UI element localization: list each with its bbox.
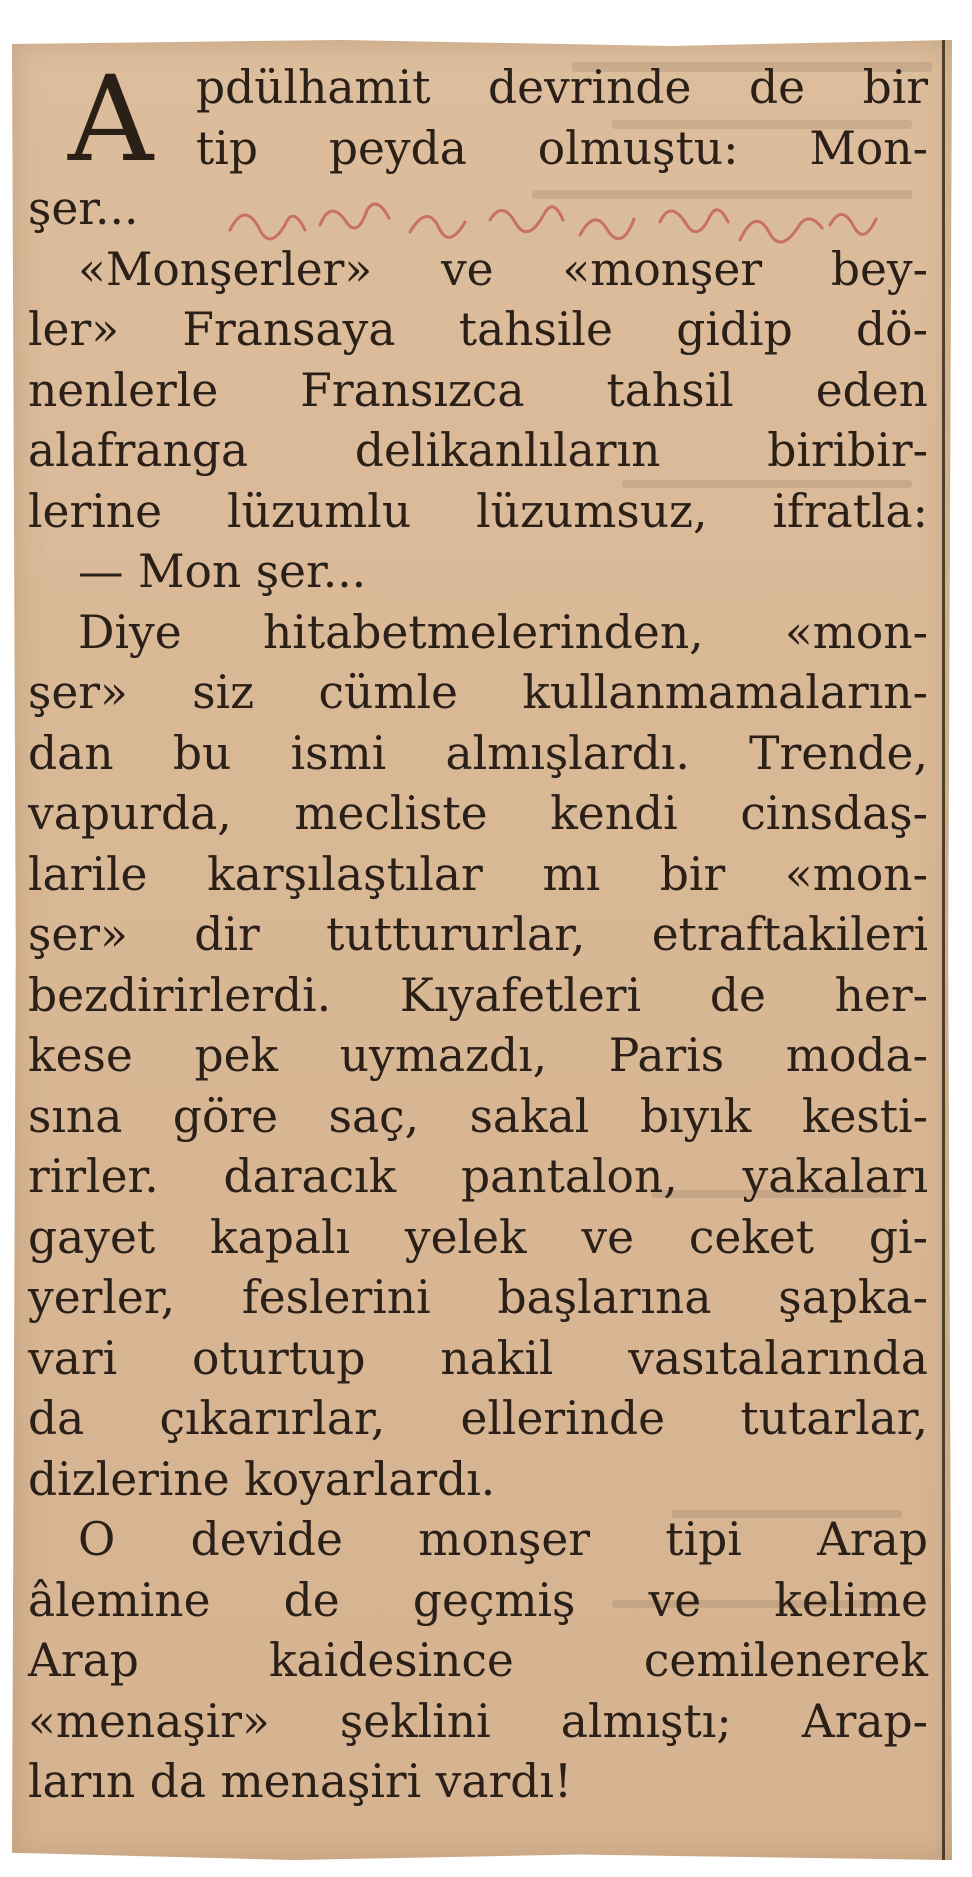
article-line: da çıkarırlar, ellerinde tutarlar, xyxy=(28,1392,928,1445)
article-line: kese pek uymazdı, Paris moda- xyxy=(28,1029,928,1082)
article-line: dizlerine koyarlardı. xyxy=(28,1452,496,1506)
article-line: larile karşılaştılar mı bir «mon- xyxy=(28,847,928,901)
article-line: Arap kaidesince cemilenerek xyxy=(28,1634,928,1687)
article-line: nenlerle Fransızca tahsil eden xyxy=(28,363,928,417)
article-line: yerler, feslerini başlarına şapka- xyxy=(28,1271,928,1324)
article-line: lerine lüzumlu lüzumsuz, ifratla: xyxy=(28,484,928,538)
article-line: şer... xyxy=(28,182,139,235)
drop-cap: A xyxy=(68,50,154,188)
article-line: — Mon şer... xyxy=(78,545,367,598)
article-line: vari oturtup nakil vasıtalarında xyxy=(28,1331,928,1385)
article-line: vapurda, mecliste kendi cinsdaş- xyxy=(28,787,928,840)
column-rule xyxy=(942,40,945,1860)
article-body xyxy=(28,50,928,1813)
article-line: ler» Fransaya tahsile gidip dö- xyxy=(28,303,928,356)
article-line: bezdirirlerdi. Kıyafetleri de her- xyxy=(28,968,928,1022)
article-line: dan bu ismi almışlardı. Trende, xyxy=(28,726,928,780)
article-line: rirler. daracık pantalon, yakaları xyxy=(28,1150,928,1203)
article-line: şer» dir tuttururlar, etraftakileri xyxy=(28,908,928,961)
article-line: âlemine de geçmiş ve kelime xyxy=(28,1573,928,1627)
article-line: pdülhamit devrinde de bir xyxy=(196,61,928,114)
article-line: ların da menaşiri vardı! xyxy=(28,1755,573,1808)
article-line: sına göre saç, sakal bıyık kesti- xyxy=(28,1089,928,1143)
article-line: «menaşir» şeklini almıştı; Arap- xyxy=(28,1694,928,1748)
article-line: O devide monşer tipi Arap xyxy=(78,1513,928,1566)
article-line: alafranga delikanlıların biribir- xyxy=(28,424,928,477)
article-line: gayet kapalı yelek ve ceket gi- xyxy=(28,1210,928,1264)
article-line: tip peyda olmuştu: Mon- xyxy=(196,121,928,175)
article-line: Diye hitabetmelerinden, «mon- xyxy=(78,605,928,659)
article-line: «Monşerler» ve «monşer bey- xyxy=(78,242,928,296)
article-line: şer» siz cümle kullanmamaların- xyxy=(28,666,928,719)
